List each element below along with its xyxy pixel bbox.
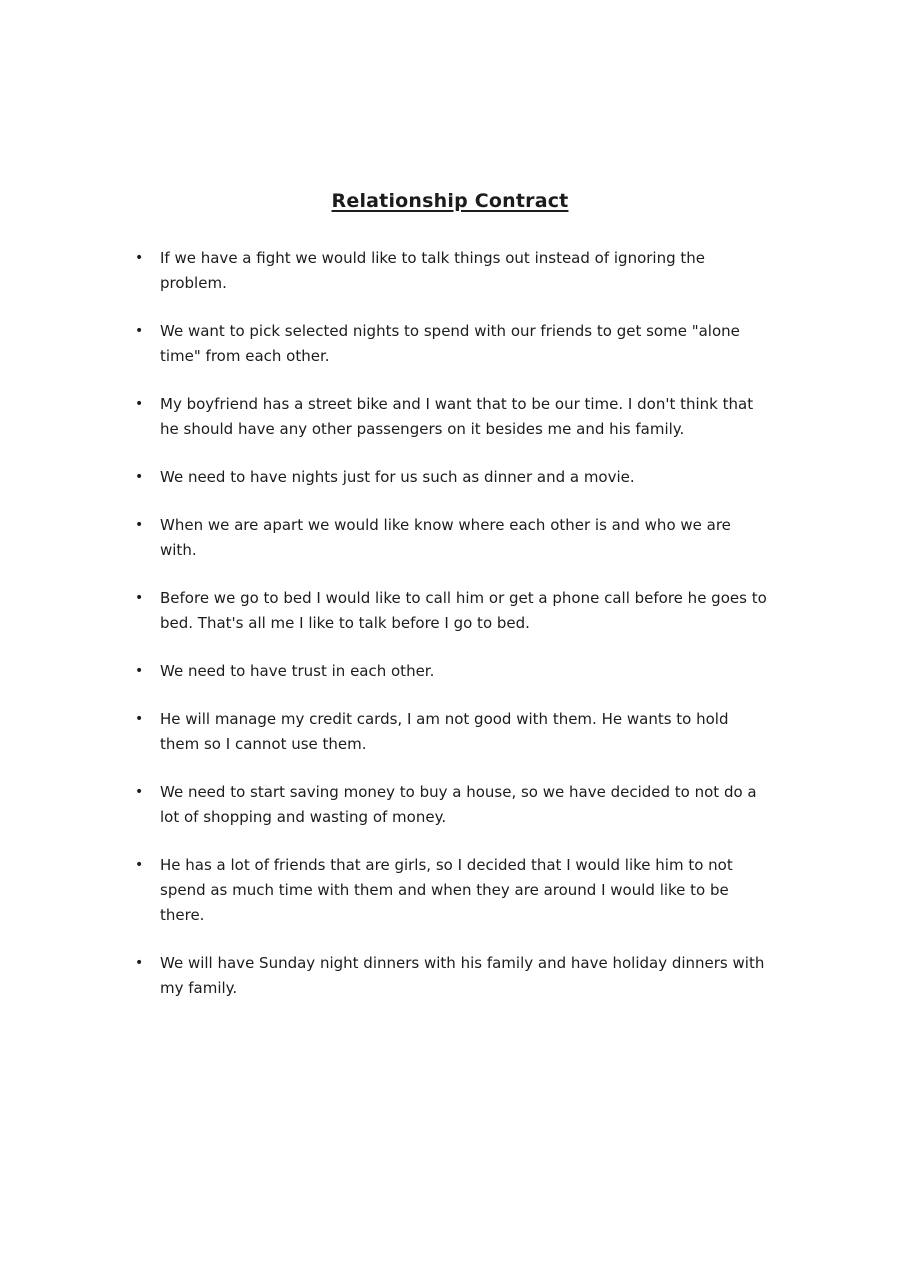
list-item-text: Before we go to bed I would like to call him or get a phone call before he goes to bed. That's all me I like to talk before I go to bed. [160, 589, 767, 632]
list-item [135, 780, 770, 830]
contract-list [0, 246, 900, 1001]
list-item-text: If we have a fight we would like to talk things out instead of ignoring the problem. [160, 249, 706, 292]
list-item-text: We want to pick selected nights to spend with our friends to get some "alone time" from each other. [160, 322, 740, 365]
page-title-text: Relationship Contract [331, 190, 569, 212]
list-item [135, 465, 770, 490]
bullet-icon: • [135, 784, 144, 800]
bullet-icon: • [135, 469, 144, 485]
list-item [135, 392, 770, 442]
list-item-text: We need to have trust in each other. [160, 662, 435, 680]
page-title [0, 0, 900, 212]
list-item [135, 853, 770, 928]
list-item-text: When we are apart we would like know where each other is and who we are with. [160, 516, 731, 559]
bullet-icon: • [135, 955, 144, 971]
bullet-icon: • [135, 663, 144, 679]
list-item-text: He will manage my credit cards, I am not good with them. He wants to hold them so I cannot use them. [160, 710, 729, 753]
list-item [135, 586, 770, 636]
list-item [135, 246, 770, 296]
list-item [135, 659, 770, 684]
list-item [135, 513, 770, 563]
bullet-icon: • [135, 711, 144, 727]
list-item [135, 319, 770, 369]
list-item [135, 951, 770, 1001]
bullet-icon: • [135, 857, 144, 873]
bullet-icon: • [135, 590, 144, 606]
bullet-icon: • [135, 517, 144, 533]
bullet-icon: • [135, 396, 144, 412]
list-item-text: We need to have nights just for us such as dinner and a movie. [160, 468, 635, 486]
bullet-icon: • [135, 323, 144, 339]
list-item-text: We will have Sunday night dinners with his family and have holiday dinners with my family. [160, 954, 765, 997]
list-item-text: My boyfriend has a street bike and I want that to be our time. I don't think that he should have any other passengers on it besides me and his family. [160, 395, 754, 438]
list-item-text: He has a lot of friends that are girls, so I decided that I would like him to not spend as much time with them and when they are around I would like to be there. [160, 856, 733, 924]
bullet-icon: • [135, 250, 144, 266]
list-item-text: We need to start saving money to buy a house, so we have decided to not do a lot of shopping and wasting of money. [160, 783, 757, 826]
list-item [135, 707, 770, 757]
